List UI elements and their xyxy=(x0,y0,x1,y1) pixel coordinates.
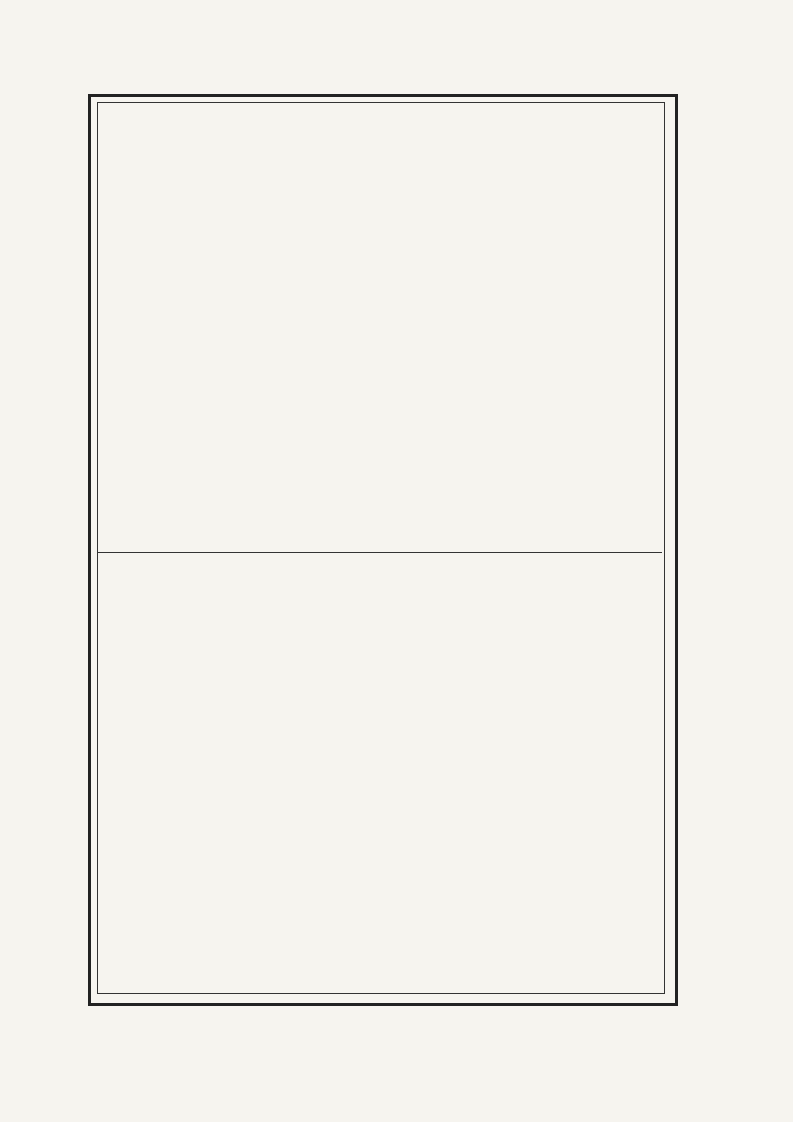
section-divider xyxy=(98,552,662,553)
inner-border xyxy=(97,102,665,994)
